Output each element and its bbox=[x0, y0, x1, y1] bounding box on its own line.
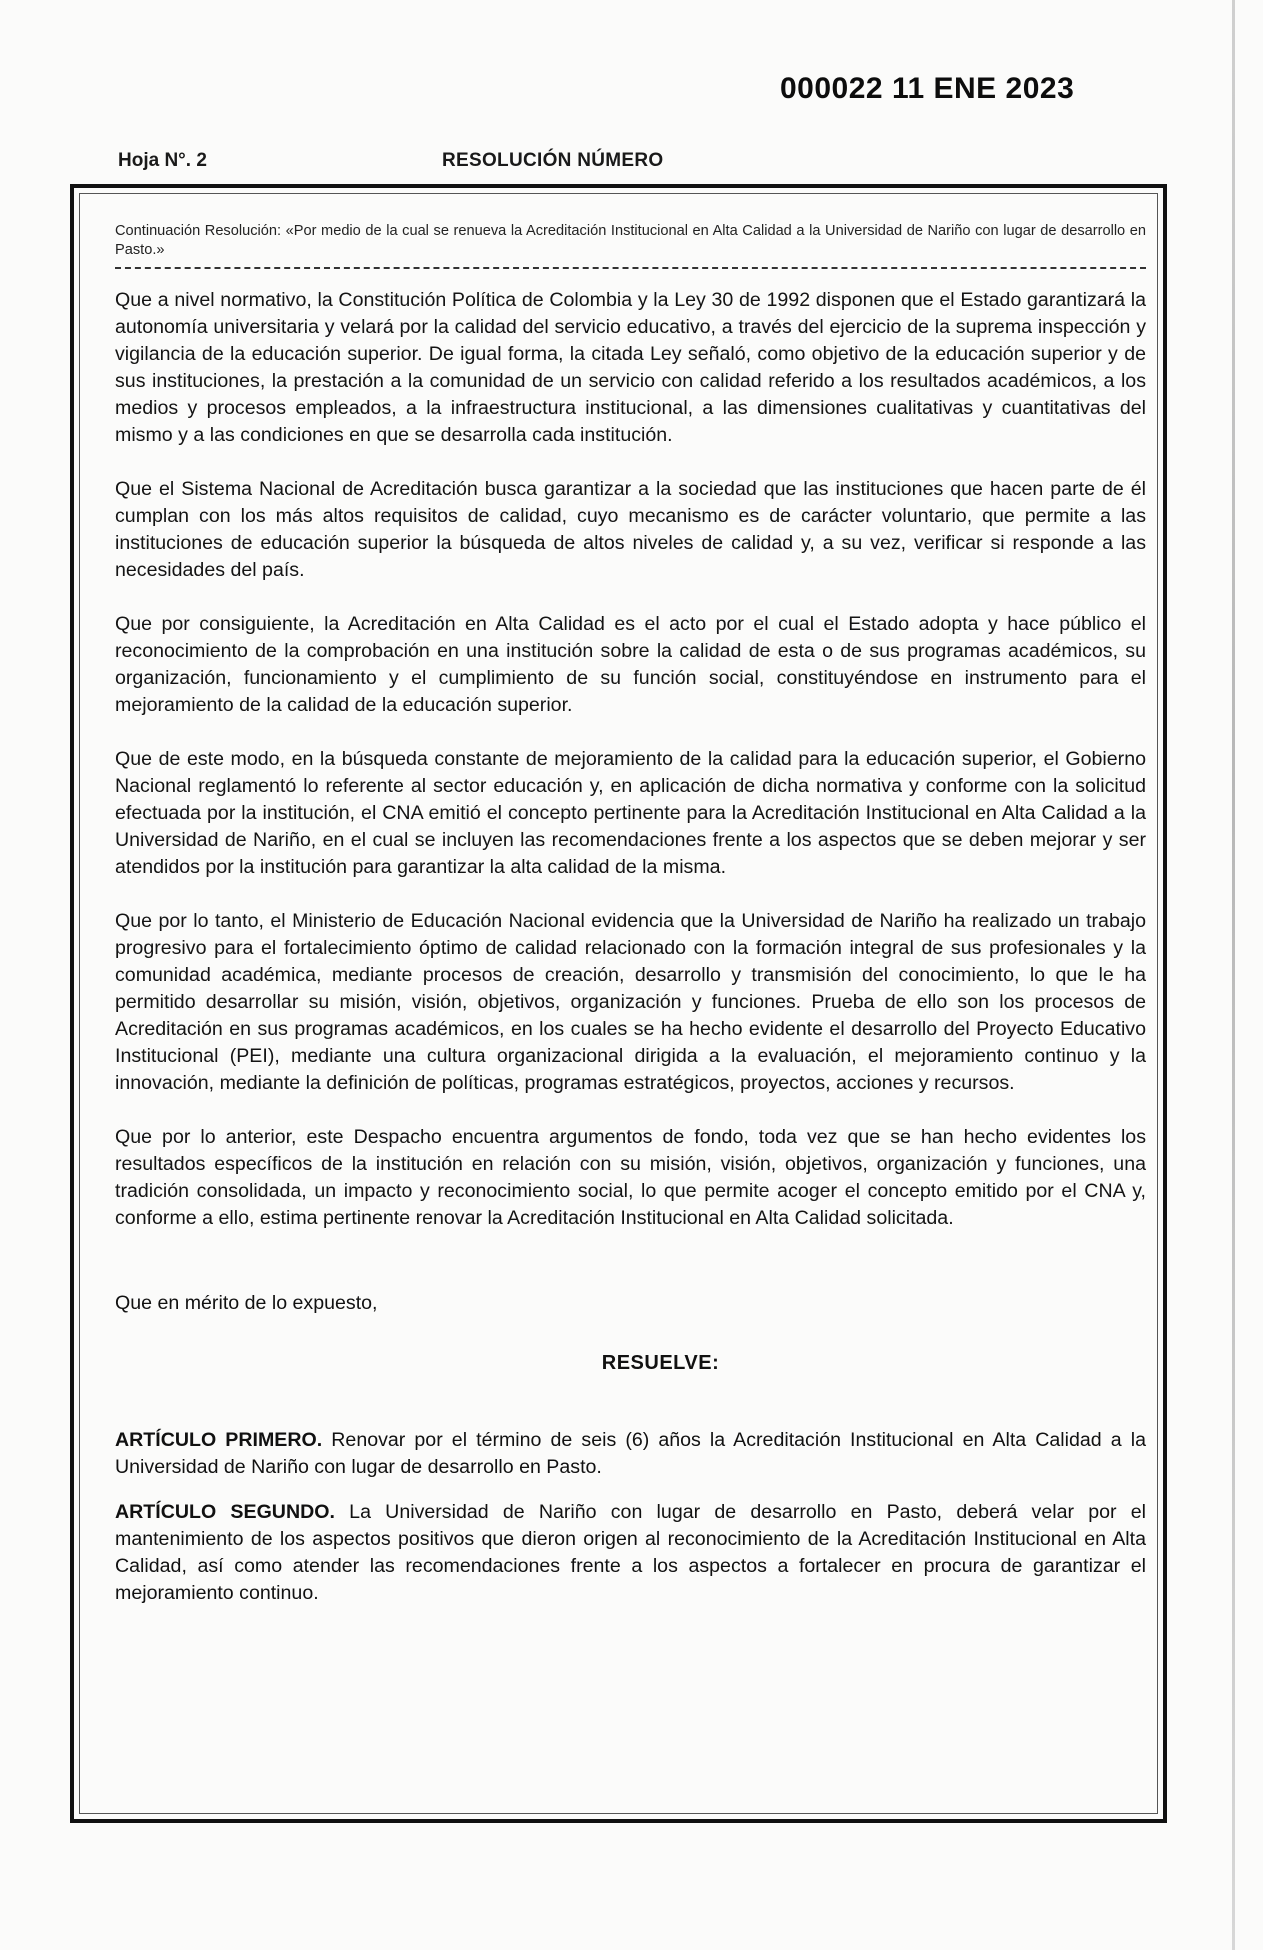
continuation-heading: Continuación Resolución: «Por medio de la cual se renueva la Acreditación Institucional en Alta Calidad a la Universidad de Nariño con lugar de desarrollo en Pasto.» bbox=[115, 223, 1146, 258]
article-second-title: ARTÍCULO SEGUNDO. bbox=[115, 1501, 335, 1523]
resolution-number-date-stamp: 000022 11 ENE 2023 bbox=[780, 72, 1075, 105]
considerando-paragraph-5: Que por lo tanto, el Ministerio de Educación Nacional evidencia que la Universidad de Nariño ha realizado un trabajo progresivo para el fortalecimiento óptimo de calidad relacionado con la formación integral de sus profesionales y la comunidad académica, mediante procesos de creación, desarrollo y transmisión del conocimiento, lo que le ha permitido desarrollar su misión, visión, objetivos, organización y funciones. Prueba de ello son los procesos de Acreditación en sus programas académicos, en los cuales se ha hecho evidente el desarrollo del Proyecto Educativo Institucional (PEI), mediante una cultura organizacional dirigida a la evaluación, el mejoramiento continuo y la innovación, mediante la definición de políticas, programas estratégicos, proyectos, acciones y recursos. bbox=[115, 910, 1146, 1094]
considerando-paragraph-4: Que de este modo, en la búsqueda constante de mejoramiento de la calidad para la educación superior, el Gobierno Nacional reglamentó lo referente al sector educación y, en aplicación de dicha normativa y conforme con la solicitud efectuada por la institución, el CNA emitió el concepto pertinente para la Acreditación Institucional en Alta Calidad a la Universidad de Nariño, en el cual se incluyen las recomendaciones frente a los aspectos que se deben mejorar y ser atendidos por la institución para garantizar la alta calidad de la misma. bbox=[115, 748, 1146, 878]
considerando-paragraph-2: Que el Sistema Nacional de Acreditación busca garantizar a la sociedad que las instituciones que hacen parte de él cumplan con los más altos requisitos de calidad, cuyo mecanismo es de carácter voluntario, que permite a las instituciones de educación superior la búsqueda de altos niveles de calidad y, a su vez, verificar si responde a las necesidades del país. bbox=[115, 478, 1146, 581]
considerando-paragraph-6: Que por lo anterior, este Despacho encuentra argumentos de fondo, toda vez que se han hecho evidentes los resultados específicos de la institución en relación con su misión, visión, objetivos, organización y funciones, una tradición consolidada, un impacto y reconocimiento social, lo que permite acoger el concepto emitido por el CNA y, conforme a ello, estima pertinente renovar la Acreditación Institucional en Alta Calidad solicitada. bbox=[115, 1126, 1146, 1229]
dashed-separator bbox=[115, 267, 1146, 269]
article-second-text: La Universidad de Nariño con lugar de desarrollo en Pasto, deberá velar por el mantenimiento de los aspectos positivos que dieron origen al reconocimiento de la Acreditación Institucional en Alta Calidad, así como atender las recomendaciones frente a los aspectos a fortalecer en procura de garantizar el mejoramiento continuo. bbox=[115, 1501, 1147, 1604]
article-first-title: ARTÍCULO PRIMERO. bbox=[115, 1429, 323, 1451]
resolution-number-label: RESOLUCIÓN NÚMERO bbox=[442, 150, 664, 171]
scan-edge-shadow bbox=[1232, 0, 1235, 1950]
resuelve-heading: RESUELVE: bbox=[601, 1352, 720, 1374]
considerando-paragraph-3: Que por consiguiente, la Acreditación en Alta Calidad es el acto por el cual el Estado adopta y hace público el reconocimiento de la comprobación en una institución sobre la calidad de esta o de sus programas académicos, su organización, funcionamiento y el cumplimiento de su función social, constituyéndose en instrumento para el mejoramiento de la calidad de la educación superior. bbox=[115, 613, 1146, 716]
merit-statement: Que en mérito de lo expuesto, bbox=[115, 1292, 378, 1314]
article-first-text: Renovar por el término de seis (6) años la Acreditación Institucional en Alta Calidad a la Universidad de Nariño con lugar de desarrollo en Pasto. bbox=[115, 1429, 1146, 1478]
document-body bbox=[115, 222, 1146, 1625]
article-first bbox=[115, 1427, 1146, 1481]
article-second bbox=[115, 1499, 1146, 1607]
considerando-paragraph-1: Que a nivel normativo, la Constitución Política de Colombia y la Ley 30 de 1992 disponen que el Estado garantizará la autonomía universitaria y velará por la calidad del servicio educativo, a través del ejercicio de la suprema inspección y vigilancia de la educación superior. De igual forma, la citada Ley señaló, como objetivo de la educación superior y de sus instituciones, la prestación a la comunidad de un servicio con calidad referido a los resultados académicos, a los medios y procesos empleados, a la infraestructura institucional, a las dimensiones cualitativas y cuantitativas del mismo y a las condiciones en que se desarrolla cada institución. bbox=[115, 289, 1146, 446]
sheet-number: Hoja N°. 2 bbox=[118, 150, 207, 171]
